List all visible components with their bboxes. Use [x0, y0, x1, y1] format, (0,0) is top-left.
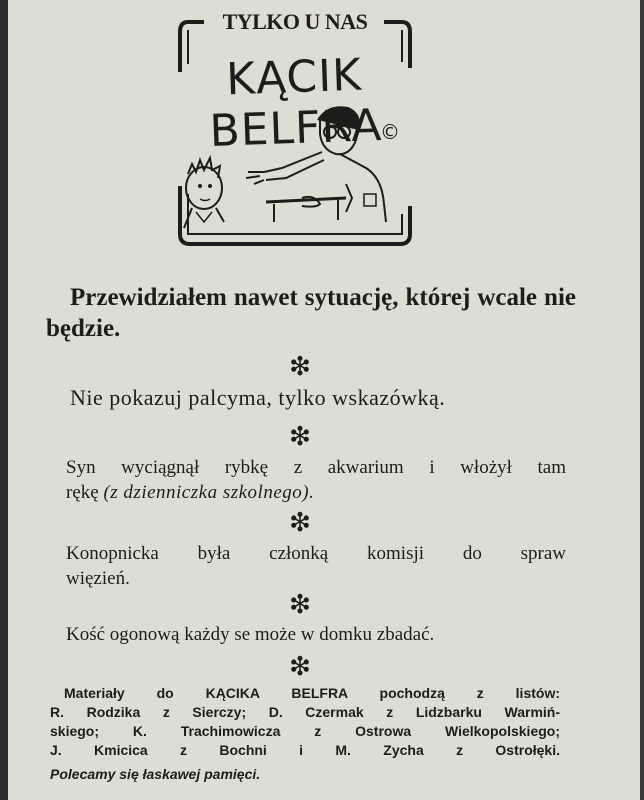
quote-3: [66, 541, 566, 591]
quote-3-line-1: Konopnicka była członką komisji do spraw: [66, 543, 566, 564]
credits-line-2: R. Rodzika z Sierczy; D. Czermak z Lidzbarku Warmiń-: [50, 704, 560, 720]
headline-quote: Przewidziałem nawet sytuację, której wcale nie będzie.: [46, 284, 576, 342]
credits-block: [50, 684, 560, 760]
separator-asterisk: ❇: [289, 352, 311, 382]
page-edge-left: [0, 0, 8, 800]
footer-note: Polecamy się łaskawej pamięci.: [50, 766, 261, 782]
credits-line-4: J. Kmicica z Bochni i M. Zycha z Ostrołęki.: [50, 742, 560, 758]
quote-2-line-1: Syn wyciągnął rybkę z akwarium i włożył tam: [66, 457, 566, 478]
credits-line-1: Materiały do KĄCIKA BELFRA pochodzą z listów:: [64, 685, 560, 701]
separator-asterisk: ❇: [289, 422, 311, 452]
quote-2-line-2: [66, 480, 566, 505]
separator-asterisk: ❇: [289, 652, 311, 682]
kacik-belfra-logo: [170, 8, 420, 252]
separator-asterisk: ❇: [289, 590, 311, 620]
quote-1: Nie pokazuj palcyma, tylko wskazówką.: [70, 385, 446, 410]
logo-top-text: TYLKO U NAS: [222, 9, 368, 34]
page-edge-right: [640, 0, 644, 800]
quote-3-line-2: więzień.: [66, 568, 130, 589]
separator-asterisk: ❇: [289, 508, 311, 538]
copyright-mark: ©: [380, 120, 400, 144]
quote-2-text-end: rękę: [66, 482, 99, 503]
quote-2-source: (z dzienniczka szkolnego).: [103, 482, 315, 503]
quote-4: Kość ogonową każdy se może w domku zbadać.: [66, 624, 435, 645]
quote-2: [66, 455, 566, 505]
logo-title: KĄCIK BELFRA: [208, 49, 384, 157]
credits-line-3: skiego; K. Trachimowicza z Ostrowa Wielkopolskiego;: [50, 723, 560, 739]
